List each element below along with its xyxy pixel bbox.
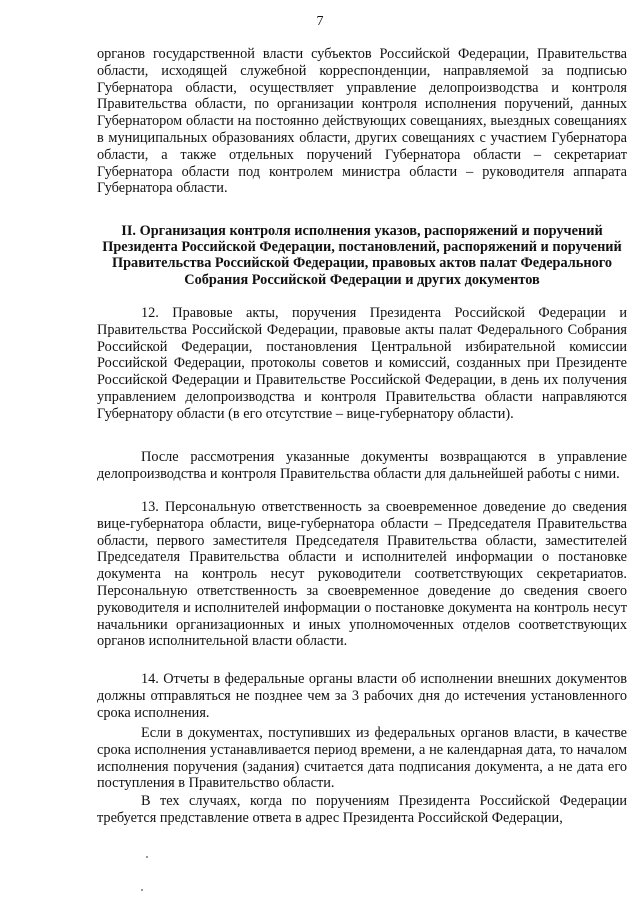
federal-documents-block (97, 725, 627, 792)
item-12-block (97, 305, 627, 423)
section-heading: II. Организация контроля исполнения указов, распоряжений и поручений Президента Российской Федерации, постановлений, распоряжений и поручений Правительства Российской Федерации, правовых актов палат Федерального Собрания Российской Федерации и других документов (102, 223, 622, 288)
paragraph-federal-documents: Если в документах, поступивших из федеральных органов власти, в качестве срока исполнения устанавливается период времени, а не календарная дата, то началом исполнения поручения (задания) считается дата подписания документа, а не дата его поступления в Правительство области. (97, 725, 627, 792)
carryover-paragraph-block (97, 46, 627, 197)
president-reply-block (97, 793, 627, 827)
paragraph-item-13: 13. Персональную ответственность за своевременное доведение до сведения вице-губернатора области, вице-губернатора области – Председателя Правительства области, первого заместителя Председателя Правительства области, заместителей Председателя Правительства области и исполнителей информации о постановке документа на контроль несут руководители соответствующих секретариатов. Персональную ответственность за своевременное доведение до сведения своего руководителя и исполнителей информации о постановке документа на контроль несут начальники организационных и иных уполномоченных отделов соответствующих органов исполнительной власти области. (97, 499, 627, 650)
item-13-block (97, 499, 627, 650)
paragraph-item-12: 12. Правовые акты, поручения Президента Российской Федерации и Правительства Российской Федерации, правовые акты палат Федерального Собрания Российской Федерации, постановления Центральной избирательной комиссии Российской Федерации, протоколы советов и комиссий, созданных при Президенте Российской Федерации и Правительстве Российской Федерации, в день их получения управлением делопроизводства и контроля Правительства области направляются Губернатору области (в его отсутствие – вице-губернатору области). (97, 305, 627, 422)
paragraph-president-reply: В тех случаях, когда по поручениям Президента Российской Федерации требуется представление ответа в адрес Президента Российской Федерации, (97, 793, 627, 826)
paragraph-item-14: 14. Отчеты в федеральные органы власти об исполнении внешних документов должны отправляться не позднее чем за 3 рабочих дня до истечения установленного срока исполнения. (97, 671, 627, 721)
page-number: 7 (316, 14, 324, 29)
carryover-paragraph: органов государственной власти субъектов Российской Федерации, Правительства области, исходящей служебной корреспонденции, направляемой за подписью Губернатора области, осуществляет управление делопроизводства и контроля Правительства области, по организации контроля исполнения поручений, данных Губернатором области на постоянно действующих совещаниях, выездных совещаниях в муниципальных образованиях области, других совещаниях с участием Губернатора области, а также отдельных поручений Губернатора области – секретариат Губернатора области под контролем министра области – руководителя аппарата Губернатора области. (97, 46, 627, 197)
scan-speck (146, 856, 148, 858)
paragraph-after-review: После рассмотрения указанные документы возвращаются в управление делопроизводства и контроля Правительства области для дальнейшей работы с ними. (97, 449, 627, 482)
scan-speck (141, 889, 143, 891)
item-14-block (97, 671, 627, 721)
after-review-block (97, 449, 627, 483)
